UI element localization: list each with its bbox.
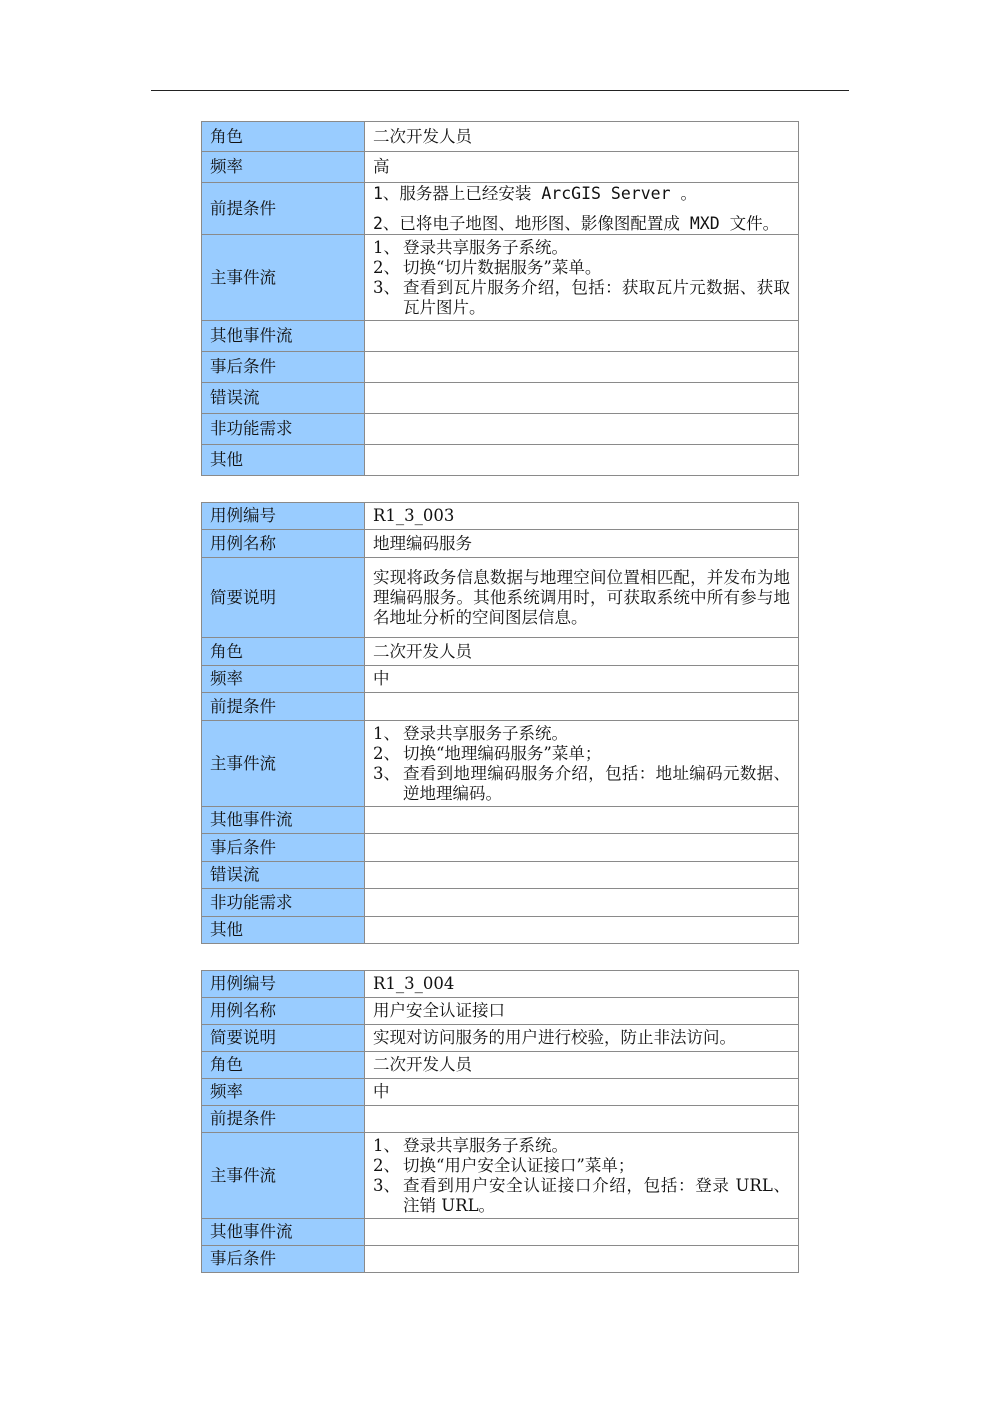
value-cell: 二次开发人员 (365, 638, 799, 666)
row-frequency (202, 666, 799, 693)
value-cell (365, 721, 799, 807)
row-main-flow (202, 1133, 799, 1219)
row-name (202, 530, 799, 558)
row-postcondition (202, 834, 799, 862)
row-id (202, 503, 799, 530)
row-alt-flow (202, 1219, 799, 1246)
flow-step (373, 258, 790, 278)
label-cell: 用例编号 (202, 971, 365, 998)
label-cell: 角色 (202, 122, 365, 152)
row-error-flow (202, 862, 799, 889)
label-cell: 其他 (202, 445, 365, 476)
use-case-table-2 (201, 502, 799, 944)
value-cell (365, 1246, 799, 1273)
step-text: 切换“用户安全认证接口”菜单； (403, 1155, 635, 1175)
step-number: 1、 (373, 723, 400, 743)
label-cell: 其他 (202, 917, 365, 944)
value-cell (365, 917, 799, 944)
label-cell: 其他事件流 (202, 321, 365, 352)
step-text: 切换“地理编码服务”菜单； (403, 743, 602, 763)
label-cell: 前提条件 (202, 183, 365, 235)
row-role (202, 1052, 799, 1079)
step-number: 1、 (373, 1135, 400, 1155)
use-case-table-3 (201, 970, 799, 1273)
flow-step (373, 744, 790, 764)
label-cell: 其他事件流 (202, 1219, 365, 1246)
label-cell: 非功能需求 (202, 414, 365, 445)
label-cell: 简要说明 (202, 1025, 365, 1052)
label-cell: 其他事件流 (202, 807, 365, 834)
value-cell (365, 862, 799, 889)
label-cell: 前提条件 (202, 1106, 365, 1133)
row-precondition (202, 183, 799, 235)
label-cell: 用例名称 (202, 530, 365, 558)
value-cell (365, 807, 799, 834)
step-number: 2、 (373, 743, 400, 763)
flow-step (373, 238, 790, 258)
label-cell: 错误流 (202, 383, 365, 414)
value-cell: 二次开发人员 (365, 122, 799, 152)
row-postcondition (202, 1246, 799, 1273)
use-case-table-1 (201, 121, 799, 476)
row-alt-flow (202, 321, 799, 352)
row-frequency (202, 152, 799, 183)
value-cell: 高 (365, 152, 799, 183)
step-number: 1、 (373, 237, 400, 257)
value-cell: R1_3_004 (365, 971, 799, 998)
row-nonfunctional (202, 889, 799, 917)
value-cell (365, 183, 799, 235)
label-cell: 频率 (202, 152, 365, 183)
value-cell (365, 1219, 799, 1246)
flow-step (373, 1156, 790, 1176)
value-cell (365, 414, 799, 445)
flow-step (373, 278, 790, 318)
row-summary (202, 558, 799, 638)
row-other (202, 445, 799, 476)
flow-step (373, 724, 790, 744)
value-cell: 中 (365, 1079, 799, 1106)
row-frequency (202, 1079, 799, 1106)
label-cell: 用例编号 (202, 503, 365, 530)
step-number: 3、 (373, 763, 400, 783)
value-cell (365, 445, 799, 476)
row-summary (202, 1025, 799, 1052)
value-cell (365, 889, 799, 917)
value-cell: R1_3_003 (365, 503, 799, 530)
step-number: 2、 (373, 1155, 400, 1175)
row-alt-flow (202, 807, 799, 834)
value-cell (365, 1106, 799, 1133)
value-cell (365, 693, 799, 721)
step-number: 3、 (373, 1175, 400, 1195)
label-cell: 前提条件 (202, 693, 365, 721)
step-number: 3、 (373, 277, 400, 297)
row-precondition (202, 1106, 799, 1133)
flow-step (373, 1176, 790, 1216)
label-cell: 事后条件 (202, 834, 365, 862)
step-text: 切换“切片数据服务”菜单。 (403, 257, 602, 277)
value-cell (365, 1133, 799, 1219)
row-main-flow (202, 721, 799, 807)
label-cell: 主事件流 (202, 235, 365, 321)
step-text: 登录共享服务子系统。 (403, 723, 568, 743)
label-cell: 事后条件 (202, 1246, 365, 1273)
value-cell: 实现对访问服务的用户进行校验，防止非法访问。 (365, 1025, 799, 1052)
row-role (202, 638, 799, 666)
label-cell: 频率 (202, 1079, 365, 1106)
label-cell: 角色 (202, 1052, 365, 1079)
step-text: 查看到地理编码服务介绍，包括：地址编码元数据、逆地理编码。 (403, 763, 790, 803)
row-postcondition (202, 352, 799, 383)
header-rule (151, 90, 849, 91)
label-cell: 主事件流 (202, 1133, 365, 1219)
step-number: 2、 (373, 257, 400, 277)
step-text: 查看到用户安全认证接口介绍，包括：登录 URL、注销 URL。 (403, 1175, 790, 1215)
value-cell: 实现将政务信息数据与地理空间位置相匹配，并发布为地理编码服务。其他系统调用时，可获取系统中所有参与地名地址分析的空间图层信息。 (365, 558, 799, 638)
label-cell: 频率 (202, 666, 365, 693)
flow-step (373, 1136, 790, 1156)
row-other (202, 917, 799, 944)
step-text: 查看到瓦片服务介绍，包括：获取瓦片元数据、获取瓦片图片。 (403, 277, 790, 317)
row-precondition (202, 693, 799, 721)
row-nonfunctional (202, 414, 799, 445)
flow-step (373, 764, 790, 804)
label-cell: 角色 (202, 638, 365, 666)
value-cell: 用户安全认证接口 (365, 998, 799, 1025)
value-cell (365, 834, 799, 862)
value-cell: 二次开发人员 (365, 1052, 799, 1079)
label-cell: 事后条件 (202, 352, 365, 383)
row-error-flow (202, 383, 799, 414)
label-cell: 简要说明 (202, 558, 365, 638)
label-cell: 错误流 (202, 862, 365, 889)
row-name (202, 998, 799, 1025)
step-text: 登录共享服务子系统。 (403, 237, 568, 257)
value-cell (365, 383, 799, 414)
label-cell: 非功能需求 (202, 889, 365, 917)
row-main-flow (202, 235, 799, 321)
value-cell: 地理编码服务 (365, 530, 799, 558)
precondition-line: 2、已将电子地图、地形图、影像图配置成 MXD 文件。 (373, 213, 780, 233)
value-cell (365, 352, 799, 383)
step-text: 登录共享服务子系统。 (403, 1135, 568, 1155)
precondition-line: 1、服务器上已经安装 ArcGIS Server 。 (373, 183, 697, 203)
value-cell: 中 (365, 666, 799, 693)
row-role (202, 122, 799, 152)
row-id (202, 971, 799, 998)
label-cell: 主事件流 (202, 721, 365, 807)
value-cell (365, 321, 799, 352)
value-cell (365, 235, 799, 321)
label-cell: 用例名称 (202, 998, 365, 1025)
